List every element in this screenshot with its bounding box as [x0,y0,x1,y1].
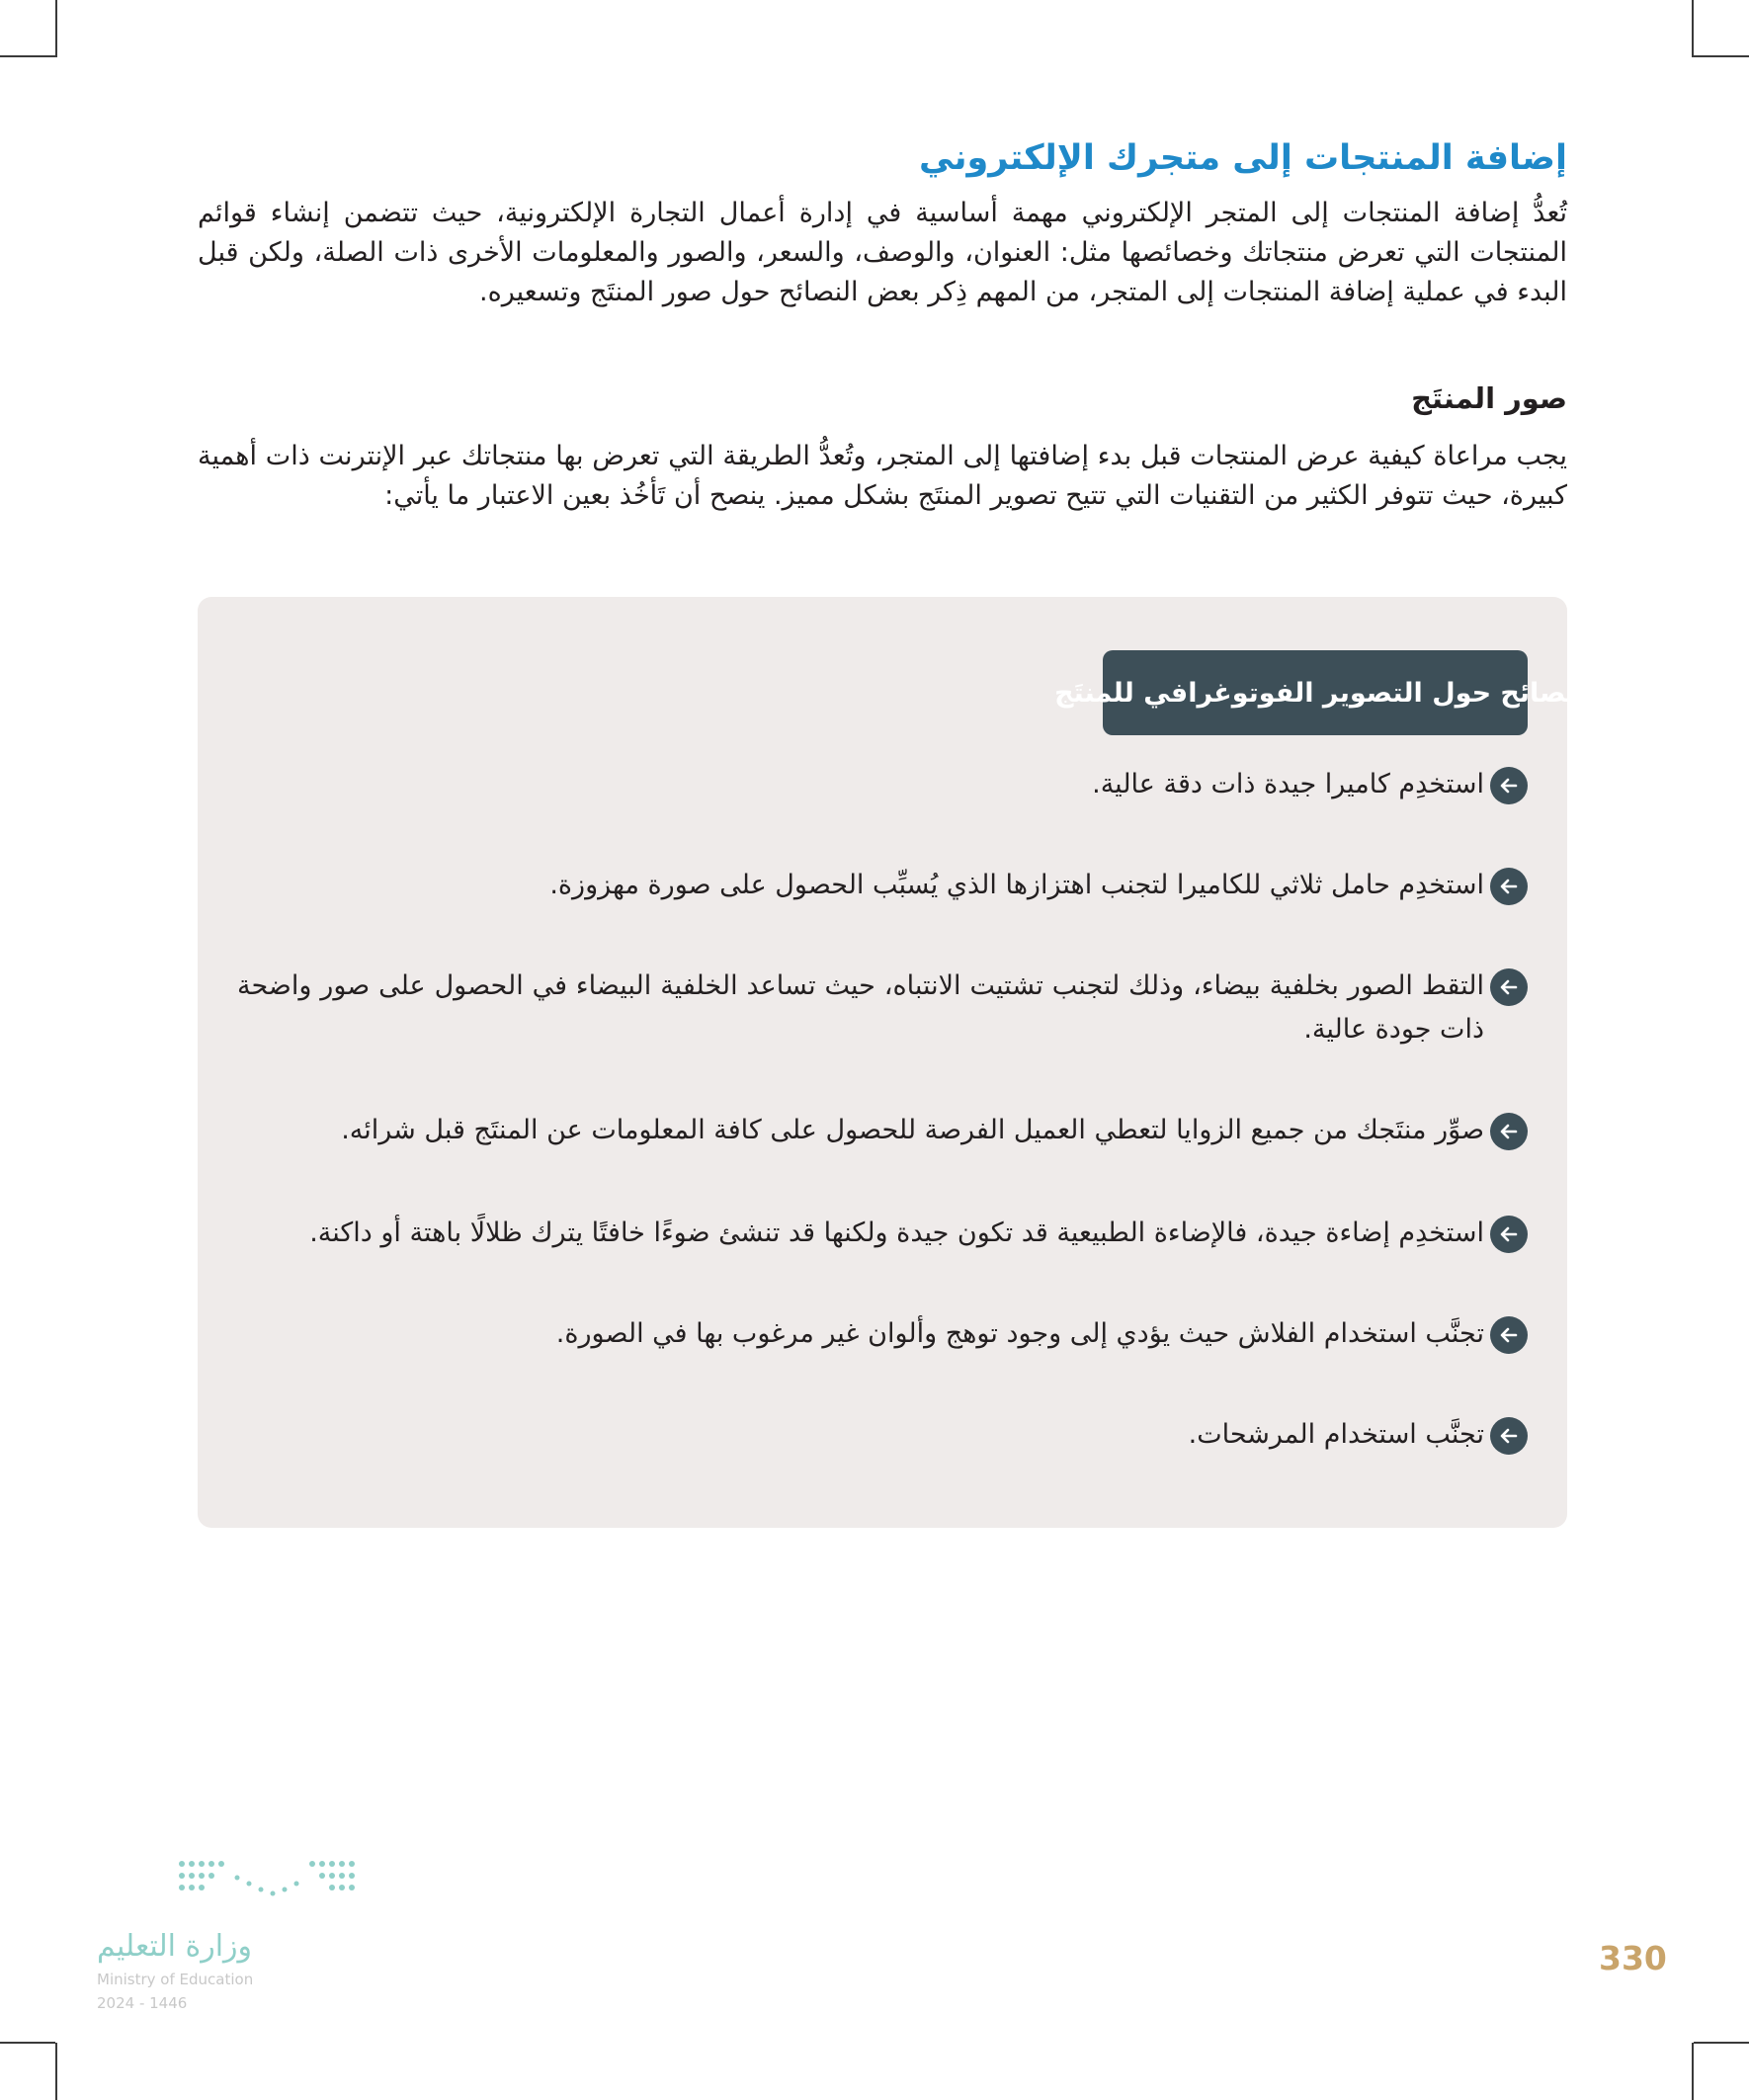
tip-item [237,1413,1528,1457]
logo-english-text: Ministry of Education [97,1971,254,1988]
tip-item [237,1212,1528,1255]
logo-dots-icon [178,1858,356,1913]
crop-mark [55,2043,57,2100]
ministry-logo [97,1858,354,2016]
tip-text: تجنَّب استخدام الفلاش حيث يؤدي إلى وجود توهج وألوان غير مرغوب بها في الصورة. [555,1318,1484,1349]
arrow-left-icon [1490,1113,1528,1150]
tip-text: تجنَّب استخدام المرشحات. [1188,1419,1484,1450]
crop-mark [55,0,57,57]
logo-arabic-text: وزارة التعليم [97,1929,253,1964]
subsection-title: صور المنتَج [1411,381,1567,415]
crop-mark [1692,2043,1694,2100]
section-title: إضافة المنتجات إلى متجرك الإلكتروني [918,138,1567,178]
crop-mark [1694,55,1749,57]
arrow-left-icon [1490,1417,1528,1455]
tips-heading: نصائح حول التصوير الفوتوغرافي للمنتَج [1103,650,1528,735]
crop-mark [0,2042,55,2044]
tip-item [237,864,1528,907]
tip-text: استخدِم كاميرا جيدة ذات دقة عالية. [1092,769,1484,799]
arrow-left-icon [1490,1316,1528,1354]
section-paragraph: تُعدُّ إضافة المنتجات إلى المتجر الإلكتروني مهمة أساسية في إدارة أعمال التجارة الإلكترونية، حيث تتضمن إنشاء قوائم المنتجات التي تعرض منتجاتك وخصائصها مثل: العنوان، والوصف، والسعر، والصور والمعلومات الأخرى ذات الصلة، ولكن قبل البدء في عملية إضافة المنتجات إلى المتجر، من المهم ذِكر بعض النصائح حول صور المنتَج وتسعيره. [198,198,1567,307]
tip-item [237,965,1528,1051]
page-number: 330 [1599,1939,1667,1977]
logo-year-text: 2024 - 1446 [97,1994,188,2012]
crop-mark [0,55,55,57]
tip-text: التقط الصور بخلفية بيضاء، وذلك لتجنب تشتيت الانتباه، حيث تساعد الخلفية البيضاء في الحصول على صور واضحة ذات جودة عالية. [237,970,1484,1045]
tip-item [237,1109,1528,1152]
tip-text: صوِّر منتَجك من جميع الزوايا لتعطي العميل الفرصة للحصول على كافة المعلومات عن المنتَج قبل شرائه. [341,1115,1484,1145]
arrow-left-icon [1490,767,1528,804]
arrow-left-icon [1490,868,1528,905]
tip-text: استخدِم حامل ثلاثي للكاميرا لتجنب اهتزازها الذي يُسبِّب الحصول على صورة مهزوزة. [549,870,1484,900]
arrow-left-icon [1490,1216,1528,1253]
subsection-paragraph: يجب مراعاة كيفية عرض المنتجات قبل بدء إضافتها إلى المتجر، وتُعدُّ الطريقة التي تعرض بها منتجاتك عبر الإنترنت ذات أهمية كبيرة، حيث تتوفر الكثير من التقنيات التي تتيح تصوير المنتَج بشكل مميز. ينصح أن تَأخُذ بعين الاعتبار ما يأتي: [198,441,1567,511]
arrow-left-icon [1490,968,1528,1006]
tip-item [237,763,1528,806]
tip-item [237,1312,1528,1356]
tips-panel [198,597,1576,1528]
tip-text: استخدِم إضاءة جيدة، فالإضاءة الطبيعية قد تكون جيدة ولكنها قد تنشئ ضوءًا خافتًا يترك ظلالًا باهتة أو داكنة. [309,1218,1484,1248]
crop-mark [1692,0,1694,57]
crop-mark [1694,2042,1749,2044]
